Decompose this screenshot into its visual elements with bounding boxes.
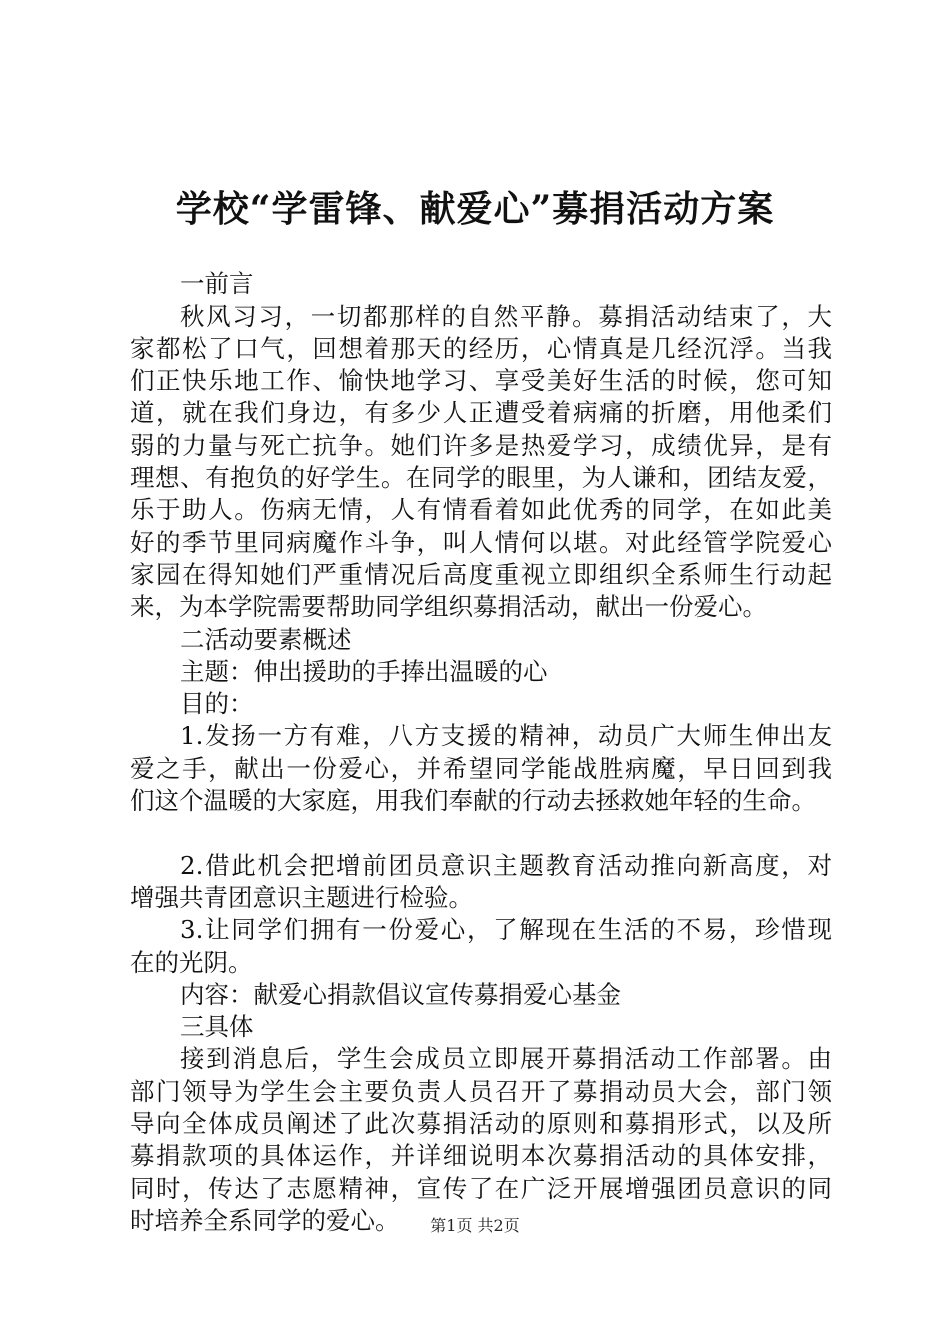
paragraph-specific xyxy=(130,1043,832,1237)
paragraph-line: 理想、有抱负的好学生。在同学的眼里，为人谦和，团结友爱， xyxy=(130,463,832,493)
section-heading-specific: 三具体 xyxy=(180,1012,254,1042)
paragraph-line: 道，就在我们身边，有多少人正遭受着病痛的折磨，用他柔们 xyxy=(130,398,832,428)
paragraph-line: 2.借此机会把增前团员意识主题教育活动推向新高度，对 xyxy=(180,850,832,880)
paragraph-preface xyxy=(130,301,832,624)
content-line: 内容：献爱心捐款倡议宣传募捐爱心基金 xyxy=(180,979,621,1009)
purpose-item-3 xyxy=(130,914,832,979)
paragraph-line: 同时，传达了志愿精神，宣传了在广泛开展增强团员意识的同 xyxy=(130,1173,832,1203)
blank-line xyxy=(130,817,832,849)
purpose-item-2 xyxy=(130,850,832,915)
paragraph-line: 3.让同学们拥有一份爱心，了解现在生活的不易，珍惜现 xyxy=(180,915,832,945)
section-heading-overview: 二活动要素概述 xyxy=(180,624,352,654)
paragraph-line: 来，为本学院需要帮助同学组织募捐活动，献出一份爱心。 xyxy=(130,592,767,622)
paragraph-line: 爱之手，献出一份爱心，并希望同学能战胜病魔，早日回到我 xyxy=(130,753,832,783)
paragraph-line: 弱的力量与死亡抗争。她们许多是热爱学习，成绩优异，是有 xyxy=(130,430,832,460)
document-body xyxy=(130,236,832,1237)
paragraph-line: 募捐款项的具体运作，并详细说明本次募捐活动的具体安排， xyxy=(130,1141,832,1171)
purpose-item-1 xyxy=(130,720,832,817)
document-title: 学校“学雷锋、献爱心”募捐活动方案 xyxy=(175,188,775,230)
paragraph-line: 1.发扬一方有难，八方支援的精神，动员广大师生伸出友 xyxy=(180,721,832,751)
paragraph-line: 们正快乐地工作、愉快地学习、享受美好生活的时候，您可知 xyxy=(130,366,832,396)
paragraph-line: 在的光阴。 xyxy=(130,947,253,977)
paragraph-line: 接到消息后，学生会成员立即展开募捐活动工作部署。由 xyxy=(180,1044,832,1074)
paragraph-line: 秋风习习，一切都那样的自然平静。募捐活动结束了，大 xyxy=(180,301,832,331)
paragraph-line: 部门领导为学生会主要负责人员召开了募捐动员大会，部门领 xyxy=(130,1076,832,1106)
paragraph-line: 家都松了口气，回想着那天的经历，心情真是几经沉浮。当我 xyxy=(130,333,832,363)
paragraph-line: 时培养全系同学的爱心。 xyxy=(130,1205,400,1235)
paragraph-line: 导向全体成员阐述了此次募捐活动的原则和募捐形式，以及所 xyxy=(130,1109,832,1139)
page-footer: 第1页 共2页 xyxy=(430,1216,520,1235)
paragraph-line: 乐于助人。伤病无情，人有情看着如此优秀的同学，在如此美 xyxy=(130,495,832,525)
paragraph-line: 家园在得知她们严重情况后高度重视立即组织全系师生行动起 xyxy=(130,559,832,589)
paragraph-line: 增强共青团意识主题进行检验。 xyxy=(130,882,473,912)
theme-line: 主题：伸出援助的手捧出温暖的心 xyxy=(180,656,548,686)
paragraph-line: 们这个温暖的大家庭，用我们奉献的行动去拯救她年轻的生命。 xyxy=(130,786,816,816)
paragraph-line: 好的季节里同病魔作斗争，叫人情何以堪。对此经管学院爱心 xyxy=(130,527,832,557)
purpose-label: 目的： xyxy=(180,689,254,719)
subtitle xyxy=(130,236,832,268)
section-heading-preface: 一前言 xyxy=(180,269,254,299)
